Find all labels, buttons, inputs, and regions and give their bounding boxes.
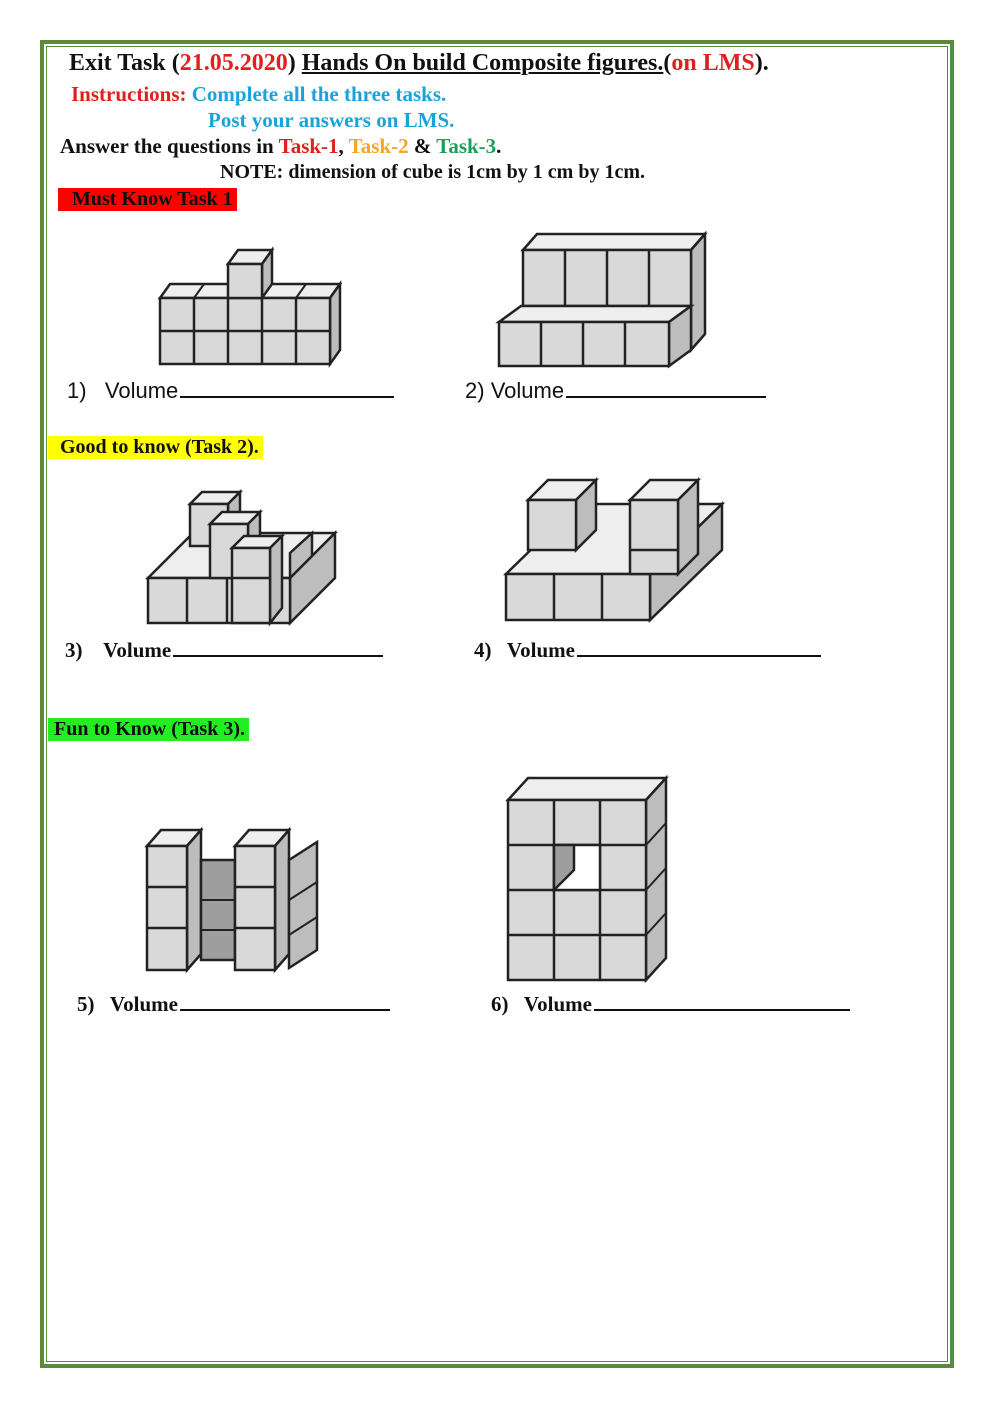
- cube-structure-icon: [147, 830, 317, 970]
- cube-structure-icon: [499, 234, 705, 366]
- answer-blank-3[interactable]: [173, 653, 383, 657]
- question-1-number: 1): [67, 378, 87, 403]
- answer-prefix: Answer the questions in: [60, 134, 279, 158]
- title-prefix: Exit Task (: [69, 50, 180, 76]
- section-task3-header: Fun to Know (Task 3).: [48, 718, 249, 741]
- answer-blank-2[interactable]: [566, 394, 766, 398]
- question-5-label: Volume: [109, 992, 178, 1016]
- title-date: 21.05.2020: [179, 50, 288, 76]
- question-2-number: 2): [465, 378, 485, 403]
- title-heading: Hands On build Composite figures.: [301, 50, 664, 76]
- title-paren: (: [663, 50, 672, 76]
- cube-structure-icon: [160, 250, 340, 364]
- answer-instructions: [60, 134, 501, 159]
- question-1-label: Volume: [104, 378, 179, 403]
- answer-blank-5[interactable]: [180, 1007, 390, 1011]
- question-3-number: 3): [65, 638, 83, 662]
- question-6-label: Volume: [523, 992, 592, 1016]
- page-title: [69, 50, 769, 77]
- title-suffix: ).: [754, 50, 769, 76]
- cube-structure-icon: [506, 480, 722, 620]
- instructions-line-2: Post your answers on LMS.: [208, 108, 455, 132]
- question-4-number: 4): [474, 638, 492, 662]
- figure-4-cubes: [500, 470, 730, 630]
- answer-end: .: [496, 134, 502, 158]
- answer-task3: Task-3: [436, 134, 497, 158]
- title-mid: ): [287, 50, 302, 76]
- question-3-label: Volume: [103, 638, 172, 662]
- figure-2-cubes: [493, 222, 718, 372]
- cube-structure-icon: [148, 492, 335, 623]
- question-2-label: Volume: [490, 378, 565, 403]
- section-task1-header: Must Know Task 1: [58, 188, 237, 211]
- question-5-number: 5): [77, 992, 95, 1016]
- cube-structure-icon: [508, 778, 666, 980]
- figure-3-cubes: [140, 478, 340, 628]
- section-task2-header: Good to know (Task 2).: [48, 436, 263, 459]
- figure-5-cubes: [135, 820, 325, 980]
- note: NOTE: dimension of cube is 1cm by 1 cm by 1cm.: [220, 161, 645, 183]
- question-5: [77, 992, 390, 1017]
- question-3: [65, 638, 383, 663]
- answer-sep1: ,: [338, 134, 349, 158]
- instructions-line-1: [71, 82, 446, 107]
- question-4: [474, 638, 821, 663]
- question-1: [67, 378, 394, 404]
- question-2: [465, 378, 766, 404]
- answer-sep2: &: [408, 134, 437, 158]
- answer-blank-6[interactable]: [594, 1007, 850, 1011]
- question-6: [491, 992, 850, 1017]
- answer-task1: Task-1: [278, 134, 339, 158]
- question-4-label: Volume: [506, 638, 575, 662]
- figure-1-cubes: [150, 240, 350, 370]
- answer-blank-1[interactable]: [180, 394, 394, 398]
- answer-task2: Task-2: [348, 134, 409, 158]
- instructions-text-1: Complete all the three tasks.: [186, 82, 447, 106]
- figure-6-cubes: [500, 770, 675, 985]
- question-6-number: 6): [491, 992, 509, 1016]
- answer-blank-4[interactable]: [577, 653, 821, 657]
- instructions-label: Instructions:: [71, 82, 187, 106]
- title-platform: on LMS: [671, 50, 755, 76]
